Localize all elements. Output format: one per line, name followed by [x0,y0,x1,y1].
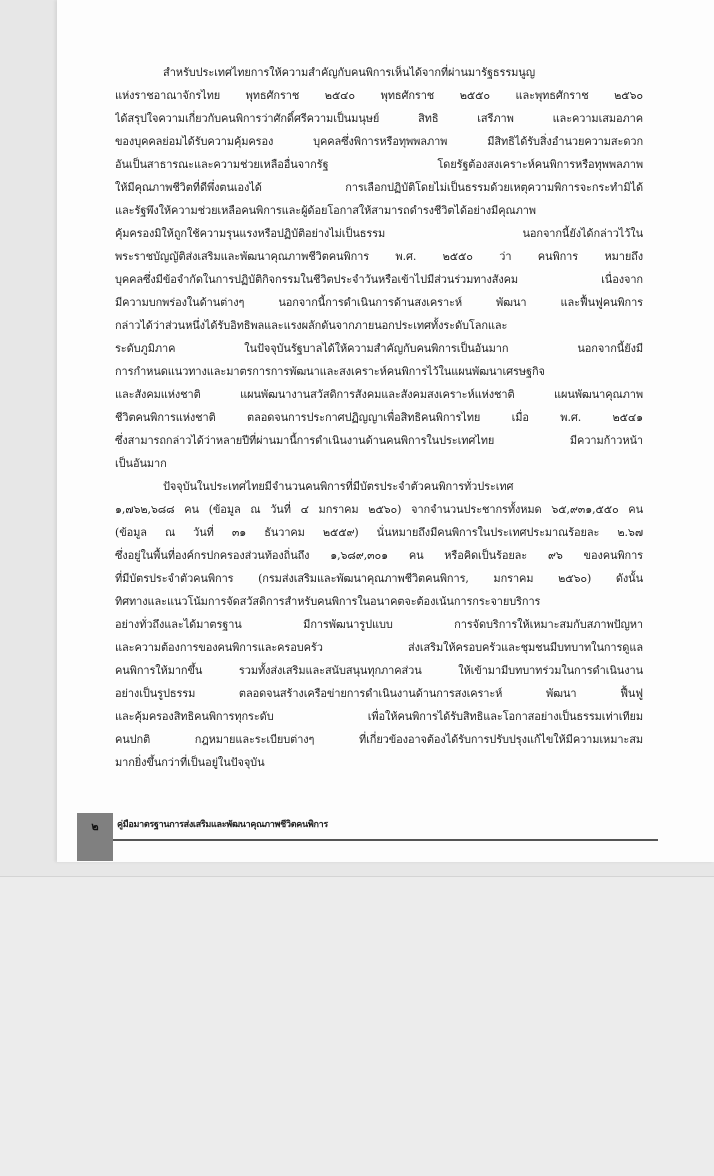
text-line: ๑,๗๖๒,๖๘๘ คน (ข้อมูล ณ วันที่ ๔ มกราคม ๒๕๖๐) จากจำนวนประชากรทั้งหมด ๖๕,๙๓๑,๕๕๐ คน [115,503,643,516]
page-number: ๒ [91,820,99,833]
text-line: และความต้องการของคนพิการและครอบครัว ส่งเสริมให้ครอบครัวและชุมชนมีบทบาทในการดูแล [115,641,643,654]
text-line: มากยิ่งขึ้นกว่าที่เป็นอยู่ในปัจจุบัน [115,756,265,769]
text-line: (ข้อมูล ณ วันที่ ๓๑ ธันวาคม ๒๕๕๙) นั่นหมายถึงมีคนพิการในประเทศประมาณร้อยละ ๒.๖๗ [115,526,643,539]
text-line: ทิศทางและแนวโน้มการจัดสวัสดิการสำหรับคนพิการในอนาคตจะต้องเน้นการกระจายบริการ [115,595,541,608]
text-line: ของบุคคลย่อมได้รับความคุ้มครอง บุคคลซึ่งพิการหรือทุพพลภาพ มีสิทธิได้รับสิ่งอำนวยความสะดวก [115,135,643,148]
text-line: แห่งราชอาณาจักรไทย พุทธศักราช ๒๕๔๐ พุทธศักราช ๒๕๕๐ และพุทธศักราช ๒๕๖๐ [115,89,643,102]
text-line: อย่างเป็นรูปธรรม ตลอดจนสร้างเครือข่ายการดำเนินงานด้านการสงเคราะห์ พัฒนา ฟื้นฟู [115,687,643,700]
footer-rule [113,839,658,841]
text-line: คนพิการให้มากขึ้น รวมทั้งส่งเสริมและสนับสนุนทุกภาคส่วน ให้เข้ามามีบทบาทร่วมในการดำเนินงาน [115,664,643,677]
text-line: การกำหนดแนวทางและมาตรการการพัฒนาและสงเคราะห์คนพิการไว้ในแผนพัฒนาเศรษฐกิจ [115,365,545,378]
text-line: ที่มีบัตรประจำตัวคนพิการ (กรมส่งเสริมและพัฒนาคุณภาพชีวิตคนพิการ, มกราคม ๒๕๖๐) ดังนั้น [115,572,643,585]
text-line: ได้สรุปใจความเกี่ยวกับคนพิการว่าศักดิ์ศรีความเป็นมนุษย์ สิทธิ เสรีภาพ และความเสมอภาค [115,112,643,125]
text-line: ซึ่งอยู่ในพื้นที่องค์กรปกครองส่วนท้องถิ่นถึง ๑,๖๘๙,๓๐๑ คน หรือคิดเป็นร้อยละ ๙๖ ของคนพิการ [115,549,643,562]
text-line: บุคคลซึ่งมีข้อจำกัดในการปฏิบัติกิจกรรมในชีวิตประจำวันหรือเข้าไปมีส่วนร่วมทางสังคม เนื่องจาก [115,273,643,286]
text-line: พระราชบัญญัติส่งเสริมและพัฒนาคุณภาพชีวิตคนพิการ พ.ศ. ๒๕๕๐ ว่า คนพิการ หมายถึง [115,250,643,263]
text-line: และคุ้มครองสิทธิคนพิการทุกระดับ เพื่อให้คนพิการได้รับสิทธิและโอกาสอย่างเป็นธรรมเท่าเทียม [115,710,643,723]
text-line: คุ้มครองมิให้ถูกใช้ความรุนแรงหรือปฏิบัติอย่างไม่เป็นธรรม นอกจากนี้ยังได้กล่าวไว้ใน [115,227,643,240]
document-page [57,0,714,862]
text-line: เป็นอันมาก [115,457,167,470]
text-line: สำหรับประเทศไทยการให้ความสำคัญกับคนพิการเห็นได้จากที่ผ่านมารัฐธรรมนูญ [163,66,535,79]
body-text [115,61,643,774]
text-line: ระดับภูมิภาค ในปัจจุบันรัฐบาลได้ให้ความสำคัญกับคนพิการเป็นอันมาก นอกจากนี้ยังมี [115,342,643,355]
text-line: ปัจจุบันในประเทศไทยมีจำนวนคนพิการที่มีบัตรประจำตัวคนพิการทั่วประเทศ [163,480,514,493]
text-line: และรัฐพึงให้ความช่วยเหลือคนพิการและผู้ด้อยโอกาสให้สามารถดำรงชีวิตได้อย่างมีคุณภาพ [115,204,536,217]
text-line: มีความบกพร่องในด้านต่างๆ นอกจากนี้การดำเนินการด้านสงเคราะห์ พัฒนา และฟื้นฟูคนพิการ [115,296,643,309]
text-line: ซึ่งสามารถกล่าวได้ว่าหลายปีที่ผ่านมานี้การดำเนินงานด้านคนพิการในประเทศไทย มีความก้าวหน้า [115,434,643,447]
text-line: อันเป็นสาธารณะและความช่วยเหลืออื่นจากรัฐ โดยรัฐต้องสงเคราะห์คนพิการหรือทุพพลภาพ [115,158,643,171]
text-line: ชีวิตคนพิการแห่งชาติ ตลอดจนการประกาศปฏิญญาเพื่อสิทธิคนพิการไทย เมื่อ พ.ศ. ๒๕๔๑ [115,411,643,424]
text-line: อย่างทั่วถึงและได้มาตรฐาน มีการพัฒนารูปแบบ การจัดบริการให้เหมาะสมกับสภาพปัญหา [115,618,643,631]
text-line: และสังคมแห่งชาติ แผนพัฒนางานสวัสดิการสังคมและสังคมสงเคราะห์แห่งชาติ แผนพัฒนาคุณภาพ [115,388,643,401]
text-line: ให้มีคุณภาพชีวิตที่ดีพึ่งตนเองได้ การเลือกปฏิบัติโดยไม่เป็นธรรมด้วยเหตุความพิการจะกระทำมิได้ [115,181,643,194]
text-line: คนปกติ กฎหมายและระเบียบต่างๆ ที่เกี่ยวข้องอาจต้องได้รับการปรับปรุงแก้ไขให้มีความเหมาะสม [115,733,643,746]
running-footer-title: คู่มือมาตรฐานการส่งเสริมและพัฒนาคุณภาพชีวิตคนพิการ [117,820,328,830]
text-line: กล่าวได้ว่าส่วนหนึ่งได้รับอิทธิพลและแรงผลักดันจากภายนอกประเทศทั้งระดับโลกและ [115,319,508,332]
